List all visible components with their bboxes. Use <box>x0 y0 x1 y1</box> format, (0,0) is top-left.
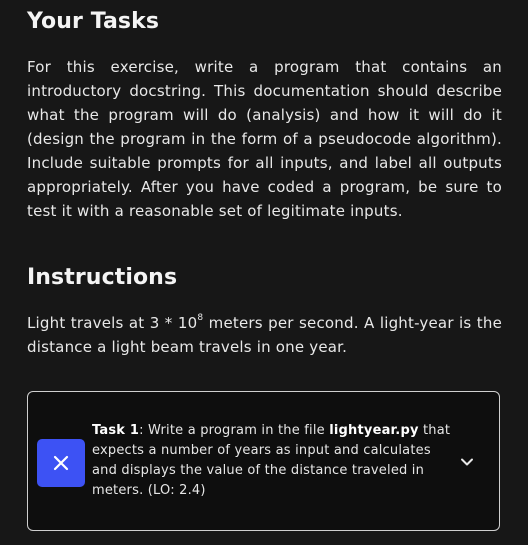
task-card[interactable] <box>27 391 500 531</box>
instructions-text-end: meters per second. A light-year is the distance a light beam travels in one year. <box>27 314 502 356</box>
close-x-icon <box>52 454 70 472</box>
chevron-down-icon[interactable] <box>459 454 475 470</box>
exponent: 8 <box>197 313 204 323</box>
tasks-description: For this exercise, write a program that contains an introductory docstring. This documentation should describe what the program will do (analysis) and how it will do it (design the program in the form of a pseudocode algorithm). Include suitable prompts for all inputs, and label all outputs appropriately. After you have coded a program, be sure to test it with a reasonable set of legitimate inputs. <box>27 58 502 220</box>
your-tasks-heading: Your Tasks <box>27 9 160 34</box>
task-label: Task 1 <box>92 423 140 438</box>
instructions-description <box>27 311 502 359</box>
task-text-after-file: that expects a number of years as input and calculates and displays the value of the distance traveled in meters. (LO: 2.4) <box>92 423 451 498</box>
task-description <box>92 421 452 501</box>
instructions-heading: Instructions <box>27 265 178 290</box>
task-file-name: lightyear.py <box>329 423 419 438</box>
task-status-button[interactable] <box>37 439 85 487</box>
instructions-text-start: Light travels at 3 * 10 <box>27 314 198 332</box>
task-text-before-file: : Write a program in the file <box>139 423 330 438</box>
